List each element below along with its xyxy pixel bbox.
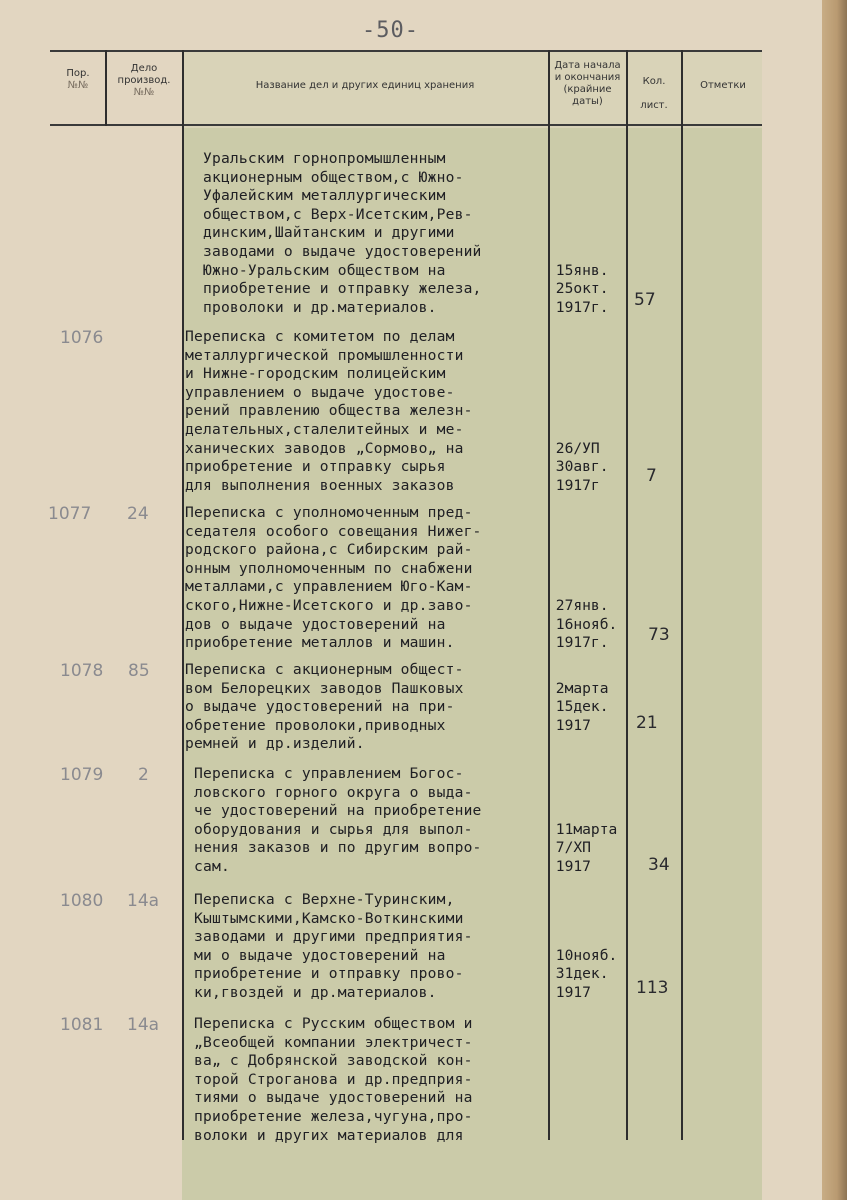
entry-description: Переписка с Русским обществом и „Всеобщей компании электричест- ва„ с Добрянской заводской кон- торой Строганова и др.предприя- тиями о выдаче удостоверений на приобретение железа,чугуна,про- волоки и других материалов для	[193, 1015, 473, 1144]
entry-dates: 26/УП 30авг. 1917г	[555, 439, 609, 494]
header-row-number: Пор. №№	[66, 68, 90, 91]
header-case-number: Дело производ. №№	[117, 63, 171, 98]
entry-number: 1078	[60, 661, 104, 681]
entry-number: 1079	[60, 765, 104, 785]
entry-sheets: 7	[646, 466, 657, 486]
table-header-rule	[50, 124, 762, 126]
entry-number: 1076	[60, 328, 104, 348]
entry-dates: 15янв. 25окт. 1917г.	[555, 261, 609, 316]
header-title: Название дел и других единиц хранения	[255, 80, 475, 91]
entry-description: Переписка с акционерным общест- вом Белорецких заводов Пашковых о выдаче удостоверений на при- обретение проволоки,приводных ремней и др.изделий.	[185, 661, 464, 753]
entry-case-number: 85	[128, 661, 150, 681]
entry-description: Переписка с уполномоченным пред- седателя особого совещания Нижег- родского района,с Сибирским рай- онным уполномоченным по снабжени металлами,с управлением Юго-Кам- ского,Нижне-Исетского и др.заво- дов о выдаче удостоверений на приобретение металлов и машин.	[185, 504, 482, 652]
entry-number: 1081	[60, 1015, 104, 1035]
page-number: -50-	[362, 18, 419, 43]
header-sheets: Кол. лист.	[640, 76, 668, 111]
entry-description: Уральским горнопромышленным акционерным обществом,с Южно- Уфалейским металлургическим обществом,с Верх-Исетским,Рев- динским,Шайтанским и другими заводами о выдаче удостоверений Южно-Уральским обществом на приобретение и отправку железа, проволоки и др.материалов.	[202, 150, 482, 316]
page-edge	[822, 0, 847, 1200]
entry-description: Переписка с комитетом по делам металлургической промышленности и Нижне-городским полицейским управлением о выдаче удостове- рений правлению общества железн- делательных,сталелитейных и ме- ханических заводов „Сормово„ на приобретение и отправку сырья для выполнения военных заказов	[185, 328, 473, 494]
entry-description: Переписка с Верхне-Туринским, Кыштымскими,Камско-Воткинскими заводами и другими предприятия- ми о выдаче удостоверений на приобретение и отправку прово- ки,гвоздей и др.материалов.	[193, 891, 473, 1001]
entry-description: Переписка с управлением Богос- ловского горного округа о выда- че удостоверений на приобретение оборудования и сырья для выпол- нения заказов и по другим вопро- сам.	[193, 765, 482, 875]
entry-sheets: 21	[636, 713, 658, 733]
header-notes: Отметки	[700, 80, 746, 91]
entry-dates: 10нояб. 31дек. 1917	[555, 946, 618, 1001]
entry-sheets: 57	[634, 290, 656, 310]
entry-case-number: 14а	[127, 891, 160, 911]
entry-sheets: 113	[636, 978, 669, 998]
entry-sheets: 73	[648, 625, 670, 645]
entry-dates: 11марта 7/ХП 1917	[555, 820, 618, 875]
entry-number: 1080	[60, 891, 104, 911]
header-dates: Дата начала и окончания (крайние даты)	[554, 60, 621, 107]
entry-dates: 27янв. 16нояб. 1917г.	[555, 596, 618, 652]
entry-number: 1077	[48, 504, 92, 524]
entry-dates: 2марта 15дек. 1917	[555, 679, 609, 734]
column-divider	[681, 50, 683, 1140]
entry-case-number: 2	[138, 765, 149, 785]
column-divider	[182, 50, 184, 1140]
entry-case-number: 14а	[127, 1015, 160, 1035]
entry-sheets: 34	[648, 855, 670, 875]
entry-case-number: 24	[127, 504, 149, 524]
table-top-rule	[50, 50, 762, 52]
